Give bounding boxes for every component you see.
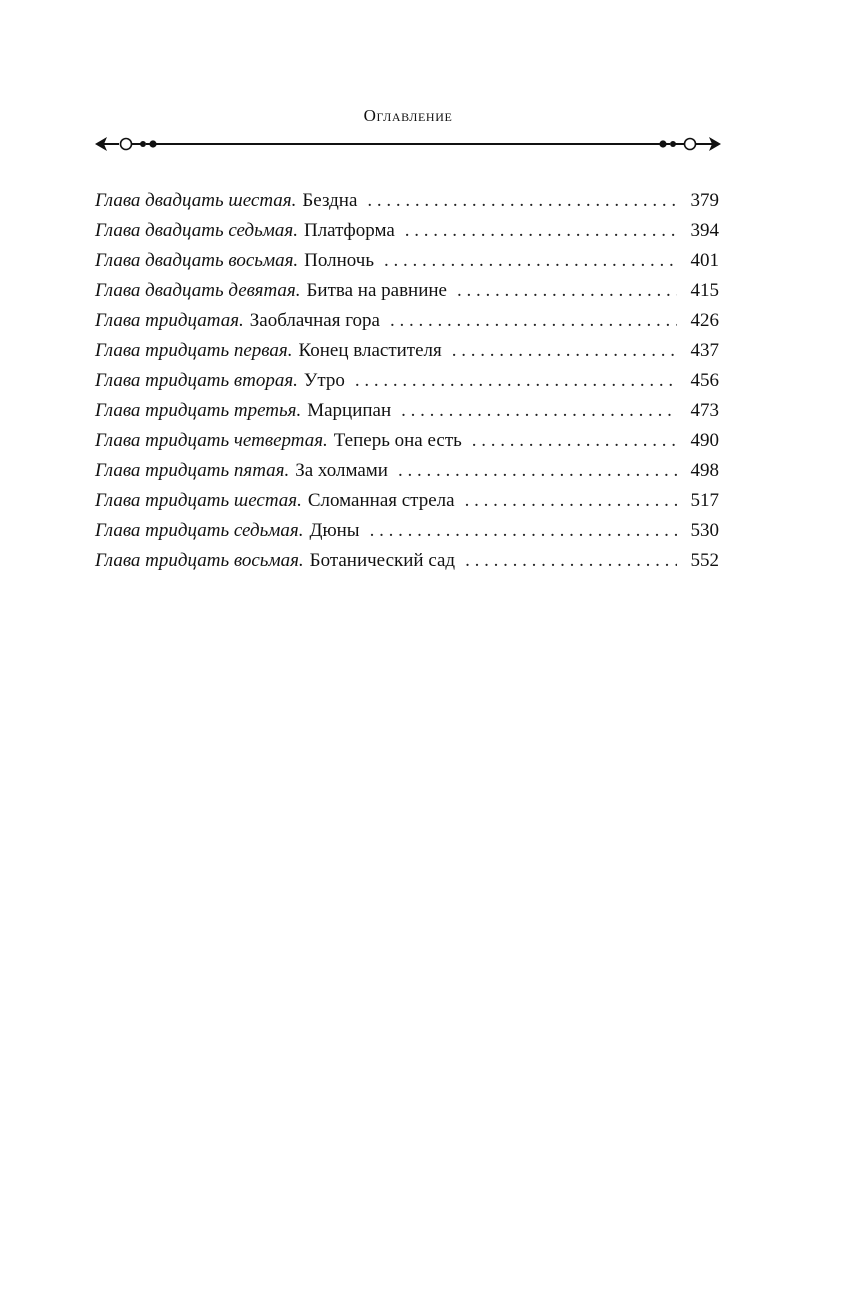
chapter-number: Глава тридцать шестая.	[95, 490, 302, 511]
dot-leader	[457, 276, 677, 306]
dot-leader	[370, 516, 677, 546]
dot-leader	[465, 546, 677, 576]
chapter-number: Глава тридцать вторая.	[95, 370, 298, 391]
chapter-number: Глава тридцать первая.	[95, 340, 293, 361]
chapter-number: Глава тридцать седьмая.	[95, 520, 304, 541]
dot-leader	[452, 336, 677, 366]
page-number: 490	[690, 430, 719, 451]
toc-entry[interactable]	[95, 456, 719, 486]
page-number: 415	[690, 280, 719, 301]
chapter-title: Конец властителя	[298, 340, 442, 361]
chapter-title: Платформа	[303, 220, 395, 241]
page-number: 456	[690, 370, 719, 391]
dot-leader	[355, 366, 677, 396]
dot-leader	[405, 216, 677, 246]
chapter-title: Заоблачная гора	[249, 310, 380, 331]
toc-entry[interactable]	[95, 276, 719, 306]
chapter-title: Сломанная стрела	[307, 490, 455, 511]
chapter-number: Глава двадцать седьмая.	[95, 220, 298, 241]
page-number: 379	[690, 190, 719, 211]
page-number: 498	[690, 460, 719, 481]
toc-entry[interactable]	[95, 396, 719, 426]
page-number: 552	[690, 550, 719, 571]
chapter-title: Теперь она есть	[333, 430, 462, 451]
page-number: 473	[690, 400, 719, 421]
toc-entry[interactable]	[95, 516, 719, 546]
toc-entry[interactable]	[95, 546, 719, 576]
chapter-number: Глава тридцать третья.	[95, 400, 302, 421]
toc-entry[interactable]	[95, 306, 719, 336]
toc-entry[interactable]	[95, 216, 719, 246]
chapter-number: Глава тридцать восьмая.	[95, 550, 304, 571]
chapter-title: За холмами	[295, 460, 388, 481]
toc-entry[interactable]	[95, 426, 719, 456]
dot-leader	[367, 186, 677, 216]
dot-leader	[398, 456, 677, 486]
toc-entry[interactable]	[95, 246, 719, 276]
toc-entry[interactable]	[95, 186, 719, 216]
dot-leader	[390, 306, 677, 336]
page-number: 437	[690, 340, 719, 361]
chapter-number: Глава тридцать четвертая.	[95, 430, 328, 451]
chapter-title: Дюны	[309, 520, 360, 541]
chapter-title: Битва на равнине	[306, 280, 447, 301]
page-number: 401	[690, 250, 719, 271]
chapter-title: Ботанический сад	[309, 550, 456, 571]
toc-entry[interactable]	[95, 336, 719, 366]
chapter-number: Глава двадцать восьмая.	[95, 250, 299, 271]
table-of-contents	[95, 186, 719, 576]
dot-leader	[401, 396, 677, 426]
page-title: Оглавление	[363, 106, 453, 125]
chapter-number: Глава тридцать пятая.	[95, 460, 290, 481]
dot-leader	[472, 426, 677, 456]
chapter-number: Глава двадцать девятая.	[95, 280, 301, 301]
chapter-number: Глава двадцать шестая.	[95, 190, 297, 211]
chapter-title: Марципан	[307, 400, 392, 421]
page-number: 517	[690, 490, 719, 511]
toc-entry[interactable]	[95, 366, 719, 396]
chapter-number: Глава тридцатая.	[95, 310, 244, 331]
chapter-title: Бездна	[302, 190, 358, 211]
page-number: 426	[690, 310, 719, 331]
toc-entry[interactable]	[95, 486, 719, 516]
arrow-divider-icon	[93, 134, 723, 154]
page-number: 394	[690, 220, 719, 241]
page-number: 530	[690, 520, 719, 541]
chapter-title: Утро	[303, 370, 345, 391]
dot-leader	[384, 246, 677, 276]
chapter-title: Полночь	[304, 250, 375, 271]
dot-leader	[465, 486, 677, 516]
